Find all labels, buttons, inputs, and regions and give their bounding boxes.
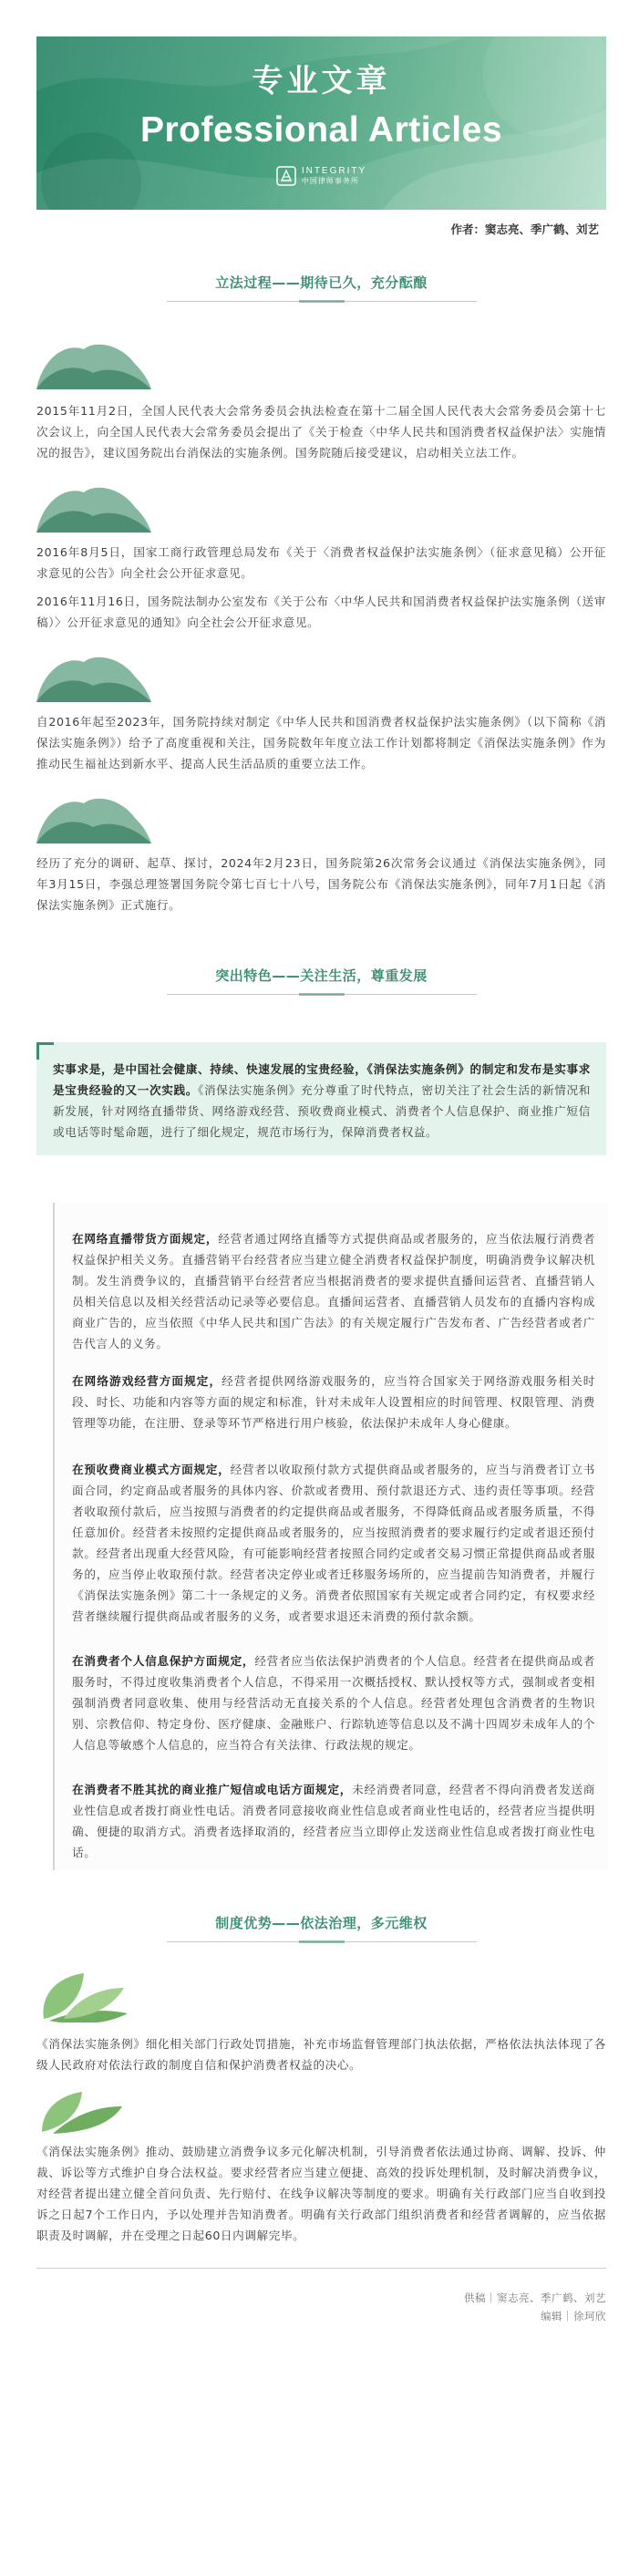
paragraph: 自2016年起至2023年，国务院持续对制定《中华人民共和国消费者权益保护法实施条例》（以下简称《消保法实施条例》）给予了高度重视和关注，国务院数年年度立法工作计划都将制定《消保法实施条例》作为推动民生福祉达到新水平、提高人民生活品质的重要立法工作。: [36, 715, 606, 771]
provisions-box: [53, 1203, 608, 1870]
section-heading-advantages: [36, 1912, 606, 1942]
firm-logo: [36, 166, 606, 186]
article: [36, 36, 606, 2325]
provision-paragraph: [72, 1371, 595, 1433]
paragraph: 2016年11月16日，国务院法制办公室发布《关于公布〈中华人民共和国消费者权益保护法实施条例（送审稿）〉公开征求意见的通知》向全社会公开征求意见。: [36, 595, 606, 629]
section-title: 制度优势——依法治理，多元维权: [215, 1915, 428, 1931]
corner-accent: [36, 1042, 54, 1060]
paragraph: 经历了充分的调研、起草、探讨，2024年2月23日，国务院第26次常务会议通过《消保法实施条例》，同年3月15日，李强总理签署国务院令第七百七十八号，国务院公布《消保法实施条例》，同年7月1日起《消保法实施条例》正式施行。: [36, 856, 606, 912]
provision-text: 经营者提供网络游戏服务的，应当符合国家关于网络游戏服务相关时段、时长、功能和内容等方面的规定和标准，针对未成年人设置相应的时间管理、权限管理、消费管理等功能，在注册、登录等环节严格进行用户核验，依法保护未成年人身心健康。: [72, 1374, 595, 1430]
section-title: 立法过程——期待已久，充分酝酿: [215, 274, 428, 291]
leaf-icon: [36, 2088, 137, 2136]
highlight-lead: 实事求是，是中国社会健康、持续、快速发展的宝贵经验，《消保法实施条例》的制定和发布是实事求是宝贵经验的又一次实践。: [53, 1062, 591, 1097]
firm-logo-cn: 中国律师事务所: [301, 177, 359, 185]
provision-lead: 在预收费商业模式方面规定，: [72, 1463, 231, 1476]
section-heading-legislation: [36, 272, 606, 302]
paragraph: 《消保法实施条例》推动、鼓励建立消费争议多元化解决机制，引导消费者依法通过协商、调解、投诉、仲裁、诉讼等方式维护自身合法权益。要求经营者应当建立便捷、高效的投诉处理机制，及时解决消费争议，对经营者提出建立健全首问负责、先行赔付、在线争议解决等制度的要求。明确有关行政部门应当自收到投诉之日起7个工作日内，予以处理并告知消费者。明确有关行政部门组织消费者和经营者调解的，应当依据职责及时调解，并在受理之日起60日内调解完毕。: [36, 2145, 606, 2242]
footer-contributors: 供稿｜窦志亮、季广鹤、刘艺: [464, 2292, 606, 2304]
provision-text: 经营者以收取预付款方式提供商品或者服务的，应当与消费者订立书面合同，约定商品或者服务的具体内容、价款或者费用、预付款退还方式、违约责任等事项。经营者收取预付款后，应当按照与消费者的约定提供商品或者服务，不得降低商品或者服务质量，不得任意加价。经营者未按照约定提供商品或者服务的，应当按照消费者的要求履行约定或者退还预付款。经营者出现重大经营风险，有可能影响经营者按照合同约定或者交易习惯正常提供商品或者服务的，应当停止收取预付款。经营者决定停业或者迁移服务场所的，应当提前告知消费者，并履行《消保法实施条例》第二十一条规定的义务。消费者依照国家有关规定或者合同约定，有权要求经营者继续履行提供商品或者服务的义务，或者要求退还未消费的预付款余额。: [72, 1463, 596, 1623]
provision-paragraph: [72, 1459, 595, 1627]
provision-text: 经营者通过网络直播等方式提供商品或者服务的，应当依法履行消费者权益保护相关义务。直播营销平台经营者应当建立健全消费者权益保护制度，明确消费争议解决机制。发生消费争议的，直播营销平台经营者应当根据消费者的要求提供直播间运营者、直播营销人员相关信息以及相关经营活动记录等必要信息。直播间运营者、直播营销人员发布的直播内容构成商业广告的，应当依照《中华人民共和国广告法》的有关规定履行广告发布者、广告经营者或者广告代言人的义务。: [72, 1232, 595, 1350]
mountain-icon: [36, 649, 151, 702]
section-title: 突出特色——关注生活，尊重发展: [215, 967, 428, 984]
section-divider: [167, 994, 477, 995]
footer-divider: [36, 2268, 606, 2269]
section-divider: [167, 1941, 477, 1942]
provision-text: 未经消费者同意，经营者不得向消费者发送商业性信息或者拨打商业性电话。消费者同意接收商业性信息或者商业性电话的，经营者应当提供明确、便捷的取消方式。消费者选择取消的，经营者应当立即停止发送商业性信息或者拨打商业性电话。: [72, 1783, 595, 1859]
paragraph: 2015年11月2日，全国人民代表大会常务委员会执法检查在第十二届全国人民代表大会常务委员会第十七次会议上，向全国人民代表大会常务委员会提出了《关于检查〈中华人民共和国消费者权益保护法〉实施情况的报告》，建议国务院出台消保法的实施条例。国务院随后接受建议，启动相关立法工作。: [36, 404, 606, 460]
footer-editor: 编辑｜徐珂欣: [541, 2310, 606, 2323]
section-heading-features: [36, 965, 606, 995]
provision-lead: 在网络直播带货方面规定，: [72, 1232, 219, 1246]
firm-logo-en: INTEGRITY: [301, 166, 367, 176]
footer: [36, 2268, 606, 2325]
highlight-paragraph: [53, 1059, 591, 1143]
banner-title-en: Professional Articles: [139, 110, 503, 150]
leaf-icon: [36, 1968, 137, 2023]
mountain-icon: [36, 336, 151, 389]
paragraph: 《消保法实施条例》细化相关部门行政处罚措施，补充市场监督管理部门执法依据，严格依法执法体现了各级人民政府对依法行政的制度自信和保护消费者权益的决心。: [36, 2037, 606, 2072]
banner-title-cn: 专业文章: [252, 63, 391, 99]
provision-lead: 在消费者不胜其扰的商业推广短信或电话方面规定，: [72, 1783, 353, 1796]
mountain-icon: [36, 791, 151, 843]
firm-logo-icon: [276, 166, 296, 186]
highlight-text: 《消保法实施条例》充分尊重了时代特点，密切关注了社会生活的新情况和新发展，针对网络直播带货、网络游戏经营、预收费商业模式、消费者个人信息保护、商业推广短信或电话等时髦命题，进行了细化规定，规范市场行为，保障消费者权益。: [53, 1083, 591, 1139]
paragraph: 2016年8月5日，国家工商行政管理总局发布《关于〈消费者权益保护法实施条例〉（征求意见稿）公开征求意见的公告》向全社会公开征求意见。: [36, 545, 606, 580]
provision-text: 经营者应当依法保护消费者的个人信息。经营者在提供商品或者服务时，不得过度收集消费者个人信息，不得采用一次概括授权、默认授权等方式，强制或者变相强制消费者同意收集、使用与经营活动无直接关系的个人信息。经营者处理包含消费者的生物识别、宗教信仰、特定身份、医疗健康、金融账户、行踪轨迹等信息以及不满十四周岁未成年人的个人信息等敏感个人信息的，应当符合有关法律、行政法规的规定。: [72, 1654, 596, 1752]
author-line: 作者：窦志亮、季广鹤、刘艺: [450, 222, 599, 236]
section-divider: [167, 301, 477, 302]
provision-paragraph: [72, 1779, 595, 1863]
highlight-box: [36, 1042, 606, 1155]
provision-lead: 在网络游戏经营方面规定，: [72, 1374, 222, 1388]
provision-paragraph: [72, 1228, 595, 1354]
mountain-icon: [36, 480, 151, 533]
provision-lead: 在消费者个人信息保护方面规定，: [72, 1654, 255, 1668]
provision-paragraph: [72, 1650, 595, 1755]
header-banner: [36, 36, 606, 210]
